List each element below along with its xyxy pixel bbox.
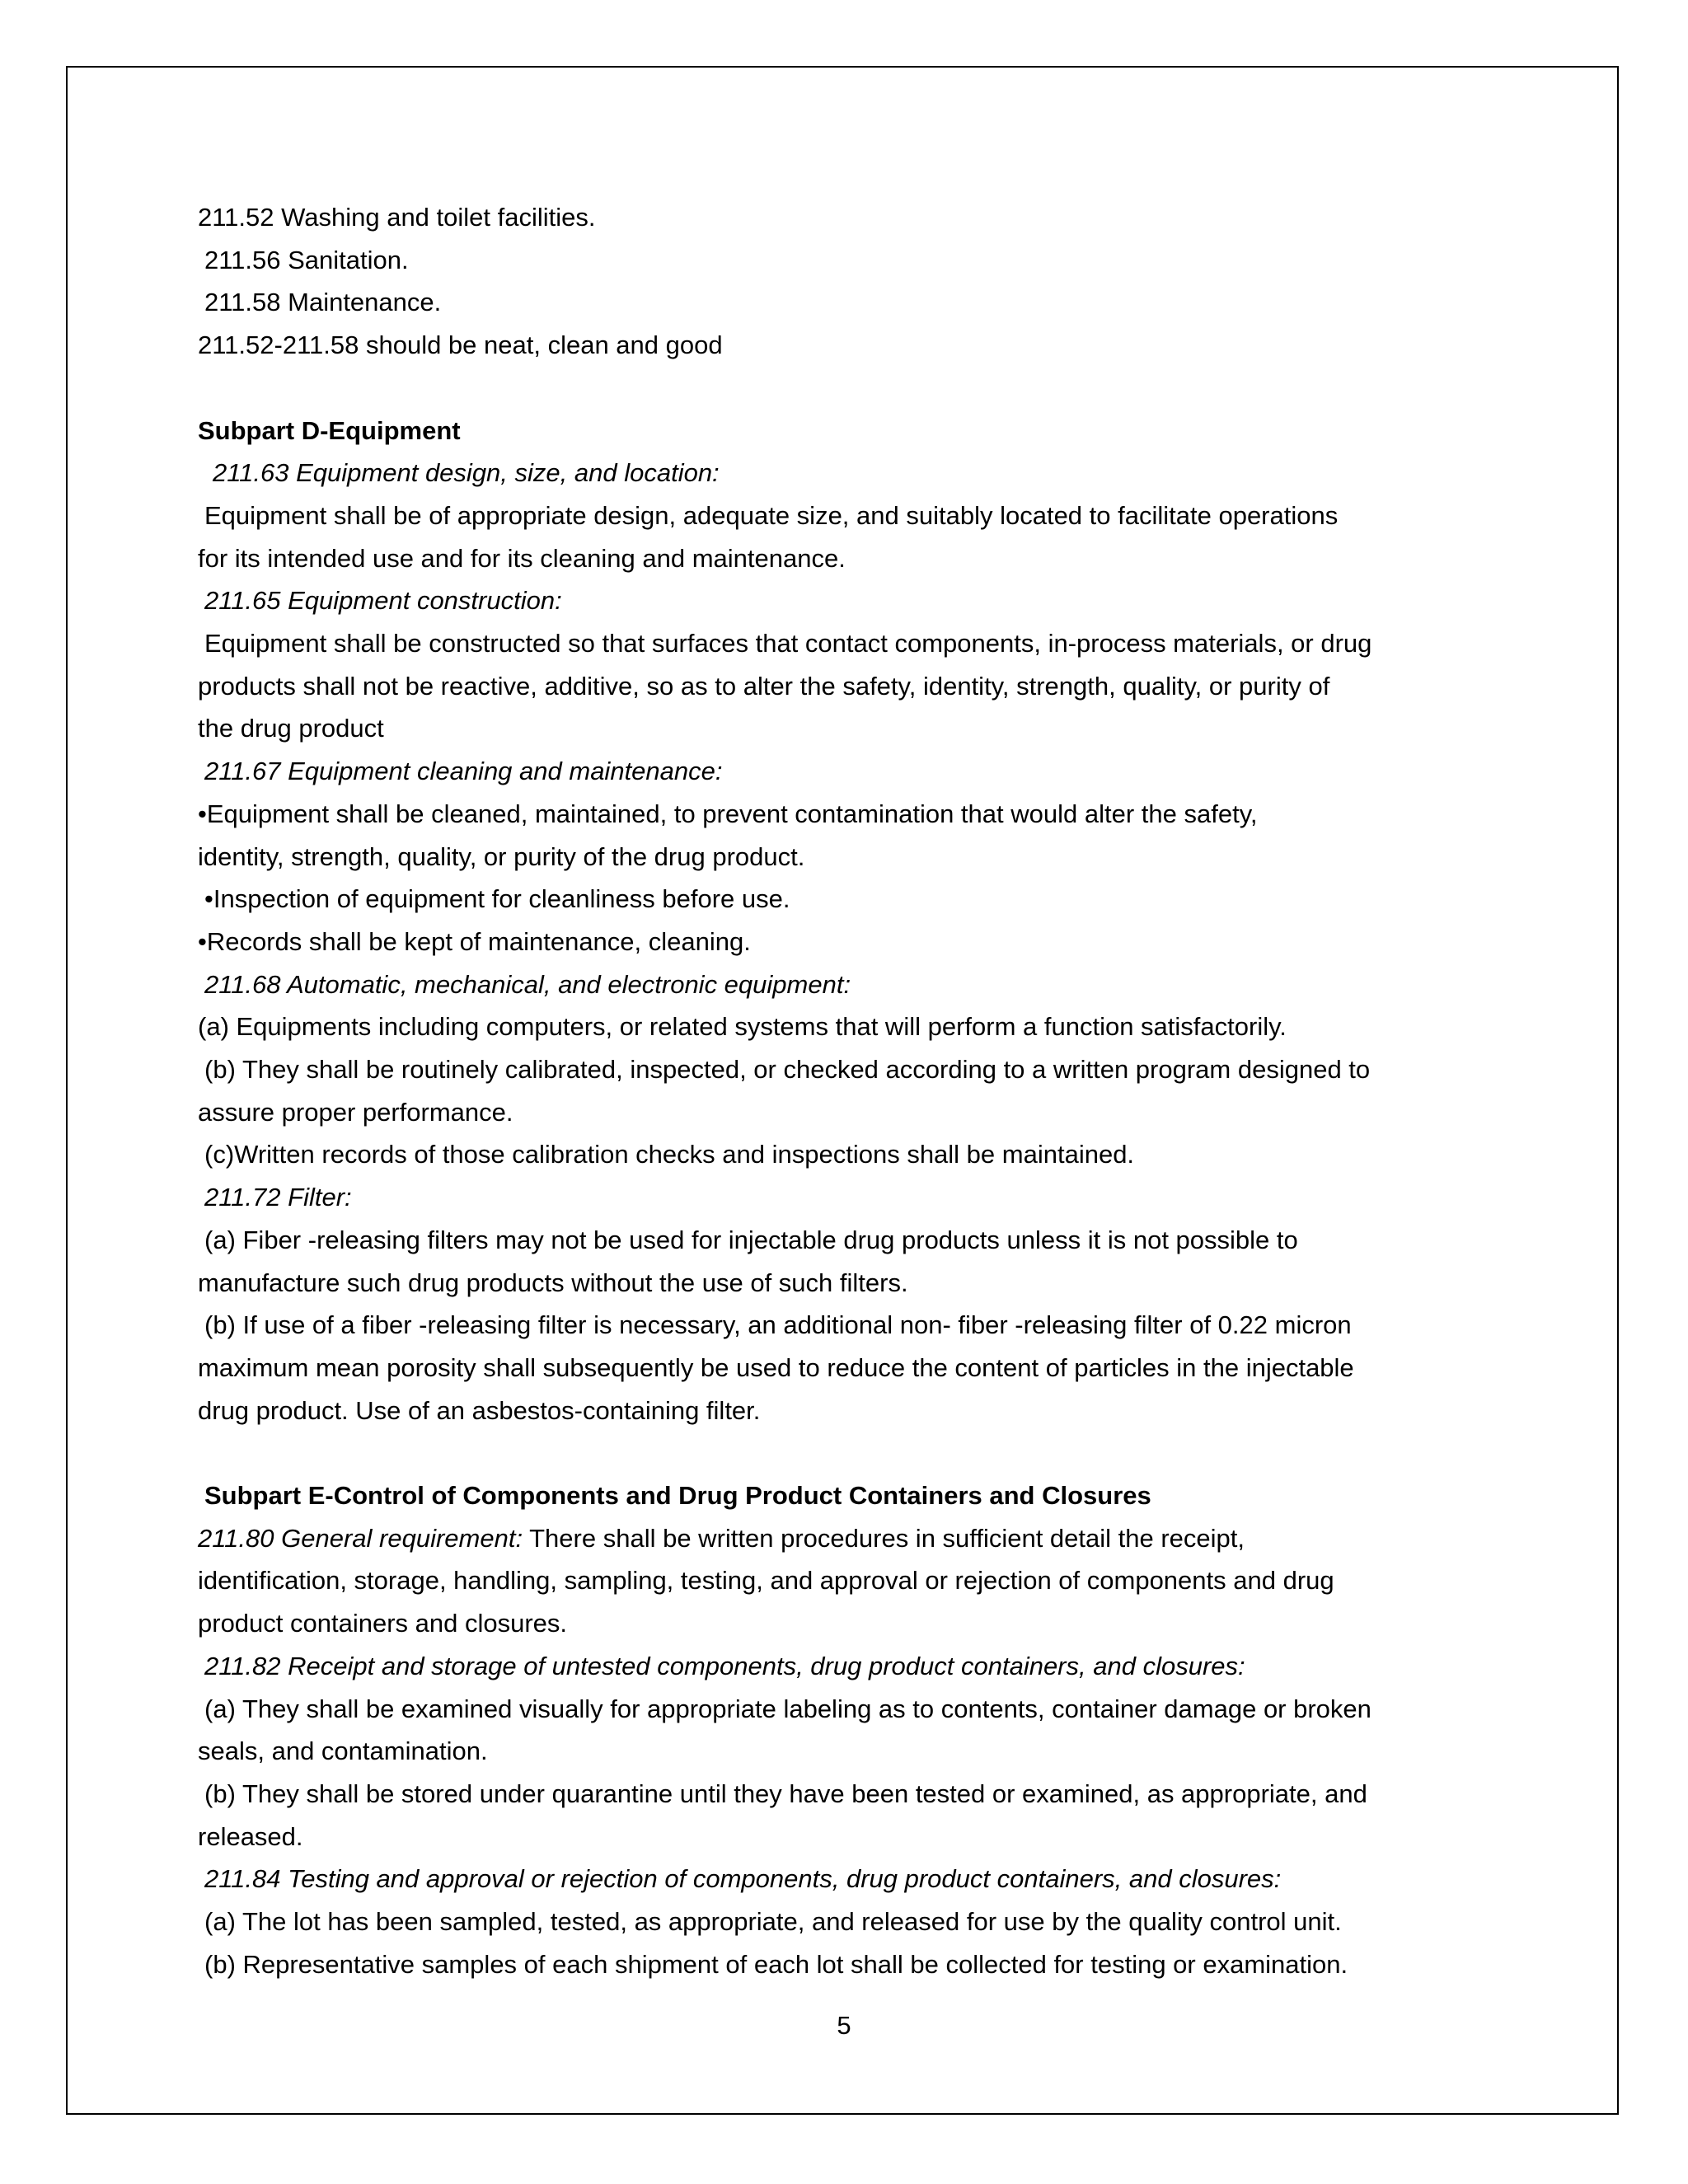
- section-heading-211-84: 211.84 Testing and approval or rejection of components, drug product containers, and closures:: [204, 1864, 1282, 1894]
- list-item: (b) They shall be stored under quarantine until they have been tested or examined, as appropriate, and: [204, 1779, 1367, 1808]
- paragraph-text: There shall be written procedures in sufficient detail the receipt,: [529, 1523, 1245, 1553]
- paragraph-line: products shall not be reactive, additive, so as to alter the safety, identity, strength, quality, or purity of: [198, 671, 1330, 701]
- list-item: (a) They shall be examined visually for appropriate labeling as to contents, container damage or broken: [204, 1694, 1372, 1723]
- section-heading-211-52: 211.52 Washing and toilet facilities.: [198, 203, 596, 232]
- section-heading-211-63: 211.63 Equipment design, size, and location:: [213, 458, 720, 488]
- paragraph-line: Equipment shall be constructed so that surfaces that contact components, in-process materials, or drug: [204, 629, 1372, 658]
- list-item: (c)Written records of those calibration checks and inspections shall be maintained.: [204, 1140, 1135, 1169]
- section-heading-211-80: 211.80 General requirement:: [198, 1523, 523, 1553]
- list-item: (a) Fiber -releasing filters may not be used for injectable drug products unless it is not possible to: [204, 1225, 1298, 1254]
- paragraph-line: released.: [198, 1821, 303, 1851]
- subpart-e-heading: Subpart E-Control of Components and Drug Product Containers and Closures: [204, 1481, 1151, 1511]
- paragraph-line: Equipment shall be of appropriate design, adequate size, and suitably located to facilitate operations: [204, 500, 1339, 530]
- section-heading-211-58: 211.58 Maintenance.: [204, 288, 442, 317]
- bullet-item: •Equipment shall be cleaned, maintained, to prevent contamination that would alter the safety,: [198, 799, 1258, 828]
- paragraph-line: drug product. Use of an asbestos-containing filter.: [198, 1395, 761, 1425]
- subpart-d-heading: Subpart D-Equipment: [198, 415, 461, 445]
- paragraph-line: maximum mean porosity shall subsequently be used to reduce the content of particles in the injectable: [198, 1352, 1354, 1382]
- paragraph-line: identification, storage, handling, sampling, testing, and approval or rejection of components and drug: [198, 1566, 1334, 1596]
- blank-line: [198, 1432, 1503, 1474]
- list-item: (a) The lot has been sampled, tested, as appropriate, and released for use by the quality control unit.: [204, 1907, 1342, 1937]
- paragraph-line: identity, strength, quality, or purity of the drug product.: [198, 841, 805, 871]
- list-item: (b) Representative samples of each shipment of each lot shall be collected for testing or examination.: [204, 1949, 1348, 1979]
- paragraph-line: for its intended use and for its cleaning and maintenance.: [198, 543, 846, 573]
- paragraph-line: seals, and contamination.: [198, 1736, 488, 1766]
- page-number: 5: [837, 2011, 851, 2040]
- section-heading-211-67: 211.67 Equipment cleaning and maintenance:: [204, 757, 723, 786]
- paragraph-line: the drug product: [198, 714, 384, 743]
- section-heading-211-68: 211.68 Automatic, mechanical, and electronic equipment:: [204, 969, 851, 999]
- document-body: [198, 196, 1503, 1986]
- paragraph-line: assure proper performance.: [198, 1097, 513, 1127]
- bullet-item: •Inspection of equipment for cleanliness before use.: [204, 884, 790, 914]
- list-item: (b) If use of a fiber -releasing filter is necessary, an additional non- fiber -releasing filter of 0.22 micron: [204, 1310, 1352, 1340]
- list-item: (b) They shall be routinely calibrated, inspected, or checked according to a written program designed to: [204, 1055, 1371, 1085]
- blank-line: [198, 367, 1503, 410]
- paragraph-line: manufacture such drug products without the use of such filters.: [198, 1268, 908, 1297]
- list-item: (a) Equipments including computers, or related systems that will perform a function satisfactorily.: [198, 1012, 1287, 1042]
- paragraph-line: [198, 1517, 1503, 1560]
- section-heading-211-65: 211.65 Equipment construction:: [204, 586, 562, 616]
- paragraph-line: 211.52-211.58 should be neat, clean and good: [198, 330, 723, 360]
- section-heading-211-82: 211.82 Receipt and storage of untested components, drug product containers, and closures:: [204, 1651, 1245, 1680]
- bullet-item: •Records shall be kept of maintenance, cleaning.: [198, 926, 751, 956]
- section-heading-211-72: 211.72 Filter:: [204, 1183, 352, 1212]
- paragraph-line: product containers and closures.: [198, 1609, 568, 1638]
- section-heading-211-56: 211.56 Sanitation.: [204, 245, 409, 274]
